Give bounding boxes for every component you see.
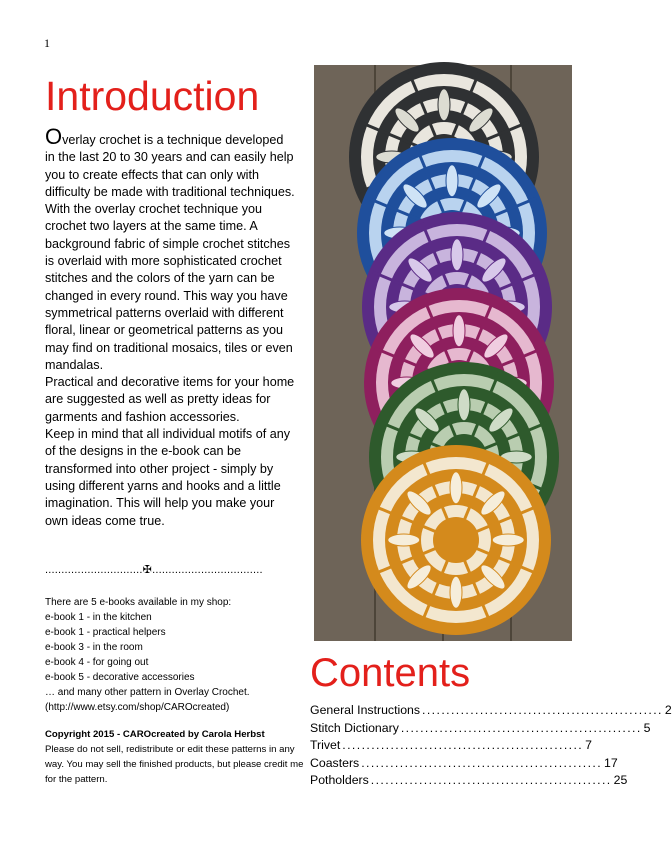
coaster-petal	[451, 239, 463, 271]
intro-paragraph	[45, 124, 295, 201]
introduction-title: Introduction	[45, 73, 260, 119]
coaster-petal	[450, 472, 462, 504]
coaster-petal	[453, 315, 465, 347]
toc-page: 7	[585, 738, 592, 752]
toc-leader: ..................................................	[361, 755, 603, 770]
dropcap: O	[45, 124, 63, 149]
coaster	[361, 445, 551, 635]
intro-paragraph: Practical and decorative items for your home are suggested as well as pretty ideas for garments and fashion accessories.	[45, 375, 295, 424]
toc-leader: ..................................................	[400, 720, 642, 735]
toc-leader: ..................................................	[370, 773, 612, 787]
page-number: 1	[44, 36, 50, 50]
toc-label: Coasters	[310, 755, 360, 770]
shop-line: e-book 5 - decorative accessories	[45, 672, 195, 683]
shop-line: e-book 4 - for going out	[45, 657, 149, 668]
copyright-notice	[45, 727, 305, 787]
shop-line: e-book 1 - in the kitchen	[45, 612, 152, 623]
toc-label: Trivet	[310, 738, 341, 752]
toc-entry-general-instructions[interactable]	[310, 702, 672, 720]
copyright-text: Please do not sell, redistribute or edit these patterns in any way. You may sell the finished products, but please credit me for the pattern.	[45, 744, 304, 785]
coaster-petal	[450, 576, 462, 608]
toc-label: Potholders	[310, 773, 369, 787]
toc-entry-potholders[interactable]	[310, 772, 628, 790]
toc-page: 25	[613, 773, 628, 787]
toc-entry-stitch-dictionary[interactable]	[310, 720, 651, 738]
copyright-heading: Copyright 2015 - CAROcreated by Carola Herbst	[45, 729, 265, 740]
coaster-petal	[458, 389, 470, 421]
shop-link[interactable]: (http://www.etsy.com/shop/CAROcreated)	[45, 702, 230, 713]
coaster-petal	[438, 89, 450, 121]
coaster-center	[442, 526, 470, 554]
toc-label: General Instructions	[310, 703, 421, 717]
shop-line: … and many other pattern in Overlay Crochet.	[45, 687, 250, 698]
shop-info	[45, 595, 305, 715]
coaster-petal	[446, 165, 458, 197]
shop-line: There are 5 e-books available in my shop:	[45, 597, 232, 608]
intro-paragraph: With the overlay crochet technique you crochet two layers at the same time. A background fabric of simple crochet stitches is overlaid with more sophisticated crochet stitches and the colors of the yarn can be changed in every round. This way you have symmetrical patterns overlaid with different floral, linear or geometrical patterns as you may find on traditional mosaics, tiles or even mandalas.	[45, 202, 293, 372]
toc-leader: ..................................................	[422, 703, 663, 717]
toc-page: 17	[604, 755, 618, 770]
toc-entry-trivet[interactable]	[310, 737, 592, 755]
coaster-petal	[492, 534, 524, 546]
introduction-body	[45, 124, 295, 530]
crochet-coasters-photo	[314, 65, 572, 641]
intro-paragraph-text: verlay crochet is a technique developed in the last 20 to 30 years and can easily help you to create effects that can only with difficulty be made with traditional techniques.	[45, 133, 295, 199]
toc-page: 5	[643, 720, 651, 735]
coasters-illustration	[314, 65, 572, 641]
shop-line: e-book 1 - practical helpers	[45, 627, 166, 638]
table-of-contents	[310, 702, 672, 790]
toc-leader: ..................................................	[342, 738, 584, 752]
contents-title: Contents	[310, 651, 471, 695]
ornament-divider: ..............................✠..................................	[45, 564, 263, 576]
intro-paragraph: Keep in mind that all individual motifs of any of the designs in the e-book can be transformed into other project - simply by using different yarns and hooks and a little imagination. This will help you make your own ideas come true.	[45, 427, 291, 528]
toc-label: Stitch Dictionary	[310, 720, 399, 735]
coaster-petal	[388, 534, 420, 546]
toc-entry-coasters[interactable]	[310, 755, 618, 773]
toc-page: 2	[664, 703, 672, 717]
shop-line: e-book 3 - in the room	[45, 642, 143, 653]
